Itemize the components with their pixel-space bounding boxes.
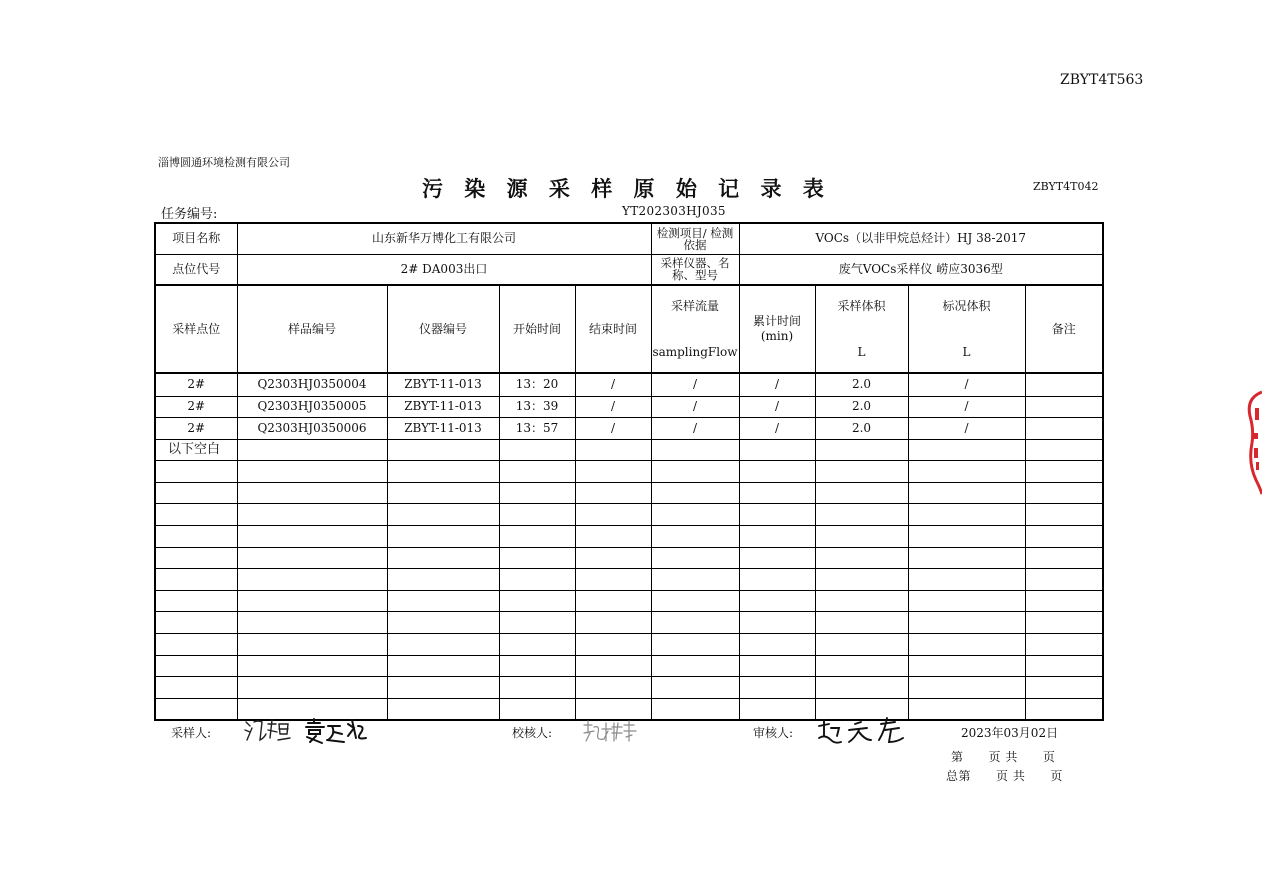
cell-end <box>575 612 651 634</box>
cell-start <box>499 569 575 591</box>
cell-remark <box>1025 504 1103 526</box>
cell-sample-no <box>237 547 387 569</box>
table-row <box>155 590 1103 612</box>
project-value: 山东新华万博化工有限公司 <box>237 223 651 254</box>
company-name: 淄博圆通环境检测有限公司 <box>158 156 290 169</box>
cell-std-volume <box>908 590 1025 612</box>
cell-device-no <box>387 655 499 677</box>
volume-label: 采样体积 <box>837 299 886 313</box>
cell-end <box>575 655 651 677</box>
cell-remark <box>1025 461 1103 483</box>
total-page-line: 总第 页 共 页 <box>946 769 1063 783</box>
cell-sample-no: Q2303HJ0350005 <box>237 396 387 418</box>
cell-duration <box>739 655 815 677</box>
cell-volume <box>815 526 908 548</box>
cell-end <box>575 677 651 699</box>
cell-std-volume <box>908 612 1025 634</box>
cell-point <box>155 698 237 720</box>
cell-duration <box>739 526 815 548</box>
cell-remark <box>1025 396 1103 418</box>
col-header-remark: 备注 <box>1025 285 1103 373</box>
cell-duration: / <box>739 373 815 396</box>
task-number-value: YT202303HJ035 <box>622 204 726 218</box>
cell-start <box>499 698 575 720</box>
cell-duration <box>739 504 815 526</box>
cell-volume: 2.0 <box>815 418 908 440</box>
cell-sample-no <box>237 655 387 677</box>
cell-start <box>499 612 575 634</box>
table-row <box>155 373 1103 396</box>
cell-point <box>155 612 237 634</box>
cell-point: 2# <box>155 373 237 396</box>
point-label: 点位代号 <box>155 254 237 285</box>
table-row <box>155 612 1103 634</box>
cell-sample-no <box>237 439 387 461</box>
cell-duration <box>739 547 815 569</box>
cell-device-no <box>387 504 499 526</box>
std-volume-unit: L <box>962 345 971 359</box>
cell-sample-no <box>237 569 387 591</box>
cell-flow <box>651 461 739 483</box>
cell-remark <box>1025 569 1103 591</box>
cell-std-volume <box>908 461 1025 483</box>
cell-std-volume <box>908 482 1025 504</box>
table-row <box>155 482 1103 504</box>
cell-std-volume <box>908 634 1025 656</box>
std-volume-label: 标况体积 <box>942 299 991 313</box>
cell-device-no: ZBYT-11-013 <box>387 418 499 440</box>
cell-flow <box>651 677 739 699</box>
cell-device-no: ZBYT-11-013 <box>387 373 499 396</box>
cell-std-volume <box>908 569 1025 591</box>
cell-duration: / <box>739 396 815 418</box>
cell-point: 2# <box>155 396 237 418</box>
cell-duration <box>739 634 815 656</box>
cell-point: 2# <box>155 418 237 440</box>
cell-volume: 2.0 <box>815 373 908 396</box>
cell-end <box>575 569 651 591</box>
document-code: ZBYT4T563 <box>1060 72 1144 88</box>
cell-device-no <box>387 612 499 634</box>
cell-std-volume <box>908 504 1025 526</box>
cell-remark <box>1025 526 1103 548</box>
form-title: 污 染 源 采 样 原 始 记 录 表 <box>422 176 831 201</box>
cell-device-no: ZBYT-11-013 <box>387 396 499 418</box>
table-row <box>155 418 1103 440</box>
cell-std-volume <box>908 439 1025 461</box>
cell-duration <box>739 590 815 612</box>
cell-duration <box>739 482 815 504</box>
cell-flow: / <box>651 418 739 440</box>
cell-point <box>155 634 237 656</box>
cell-start: 13：39 <box>499 396 575 418</box>
cell-volume <box>815 612 908 634</box>
cell-flow <box>651 526 739 548</box>
cell-point <box>155 590 237 612</box>
cell-remark <box>1025 590 1103 612</box>
cell-point <box>155 526 237 548</box>
cell-volume <box>815 547 908 569</box>
cell-flow: / <box>651 396 739 418</box>
table-row <box>155 677 1103 699</box>
column-header-row <box>155 285 1103 373</box>
cell-end <box>575 504 651 526</box>
cell-std-volume: / <box>908 373 1025 396</box>
cell-start <box>499 504 575 526</box>
cell-remark <box>1025 634 1103 656</box>
cell-sample-no <box>237 634 387 656</box>
info-row-project <box>155 223 1103 254</box>
cell-std-volume <box>908 677 1025 699</box>
cell-start <box>499 547 575 569</box>
checker-signature <box>582 719 638 745</box>
cell-remark <box>1025 547 1103 569</box>
cell-device-no <box>387 439 499 461</box>
reviewer-signature <box>815 716 907 748</box>
cell-volume <box>815 569 908 591</box>
cell-volume <box>815 461 908 483</box>
sampler-signature <box>244 716 369 746</box>
cell-point <box>155 482 237 504</box>
cell-sample-no <box>237 504 387 526</box>
sampler-label: 采样人: <box>171 726 212 740</box>
cell-end <box>575 439 651 461</box>
cell-flow <box>651 698 739 720</box>
cell-sample-no <box>237 590 387 612</box>
cell-std-volume <box>908 655 1025 677</box>
cell-point <box>155 677 237 699</box>
cell-end <box>575 482 651 504</box>
instrument-value: 废气VOCs采样仪 崂应3036型 <box>739 254 1103 285</box>
info-row-point <box>155 254 1103 285</box>
table-row <box>155 526 1103 548</box>
cell-volume <box>815 504 908 526</box>
form-code: ZBYT4T042 <box>1033 180 1099 193</box>
cell-remark <box>1025 418 1103 440</box>
test-item-value: VOCs（以非甲烷总烃计）HJ 38-2017 <box>739 223 1103 254</box>
cell-remark <box>1025 677 1103 699</box>
cell-volume <box>815 439 908 461</box>
checker-label: 校核人: <box>512 726 553 740</box>
cell-volume <box>815 655 908 677</box>
cell-device-no <box>387 482 499 504</box>
col-header-flow <box>651 285 739 373</box>
col-header-duration <box>739 285 815 373</box>
cell-device-no <box>387 461 499 483</box>
cell-start: 13：57 <box>499 418 575 440</box>
cell-end: / <box>575 418 651 440</box>
cell-sample-no <box>237 482 387 504</box>
sampling-record-table <box>154 222 1104 721</box>
cell-start <box>499 482 575 504</box>
cell-start: 13：20 <box>499 373 575 396</box>
cell-remark <box>1025 698 1103 720</box>
cell-flow <box>651 547 739 569</box>
cell-end: / <box>575 373 651 396</box>
cell-end <box>575 634 651 656</box>
cell-volume <box>815 482 908 504</box>
cell-start <box>499 634 575 656</box>
cell-volume <box>815 677 908 699</box>
col-header-point: 采样点位 <box>155 285 237 373</box>
cell-device-no <box>387 677 499 699</box>
flow-unit: samplingFlow <box>652 345 738 359</box>
cell-device-no <box>387 634 499 656</box>
cell-std-volume: / <box>908 418 1025 440</box>
cell-duration <box>739 698 815 720</box>
col-header-start: 开始时间 <box>499 285 575 373</box>
cell-start <box>499 439 575 461</box>
cell-point <box>155 461 237 483</box>
cell-duration <box>739 569 815 591</box>
flow-label: 采样流量 <box>670 299 719 313</box>
cell-end <box>575 526 651 548</box>
cell-point <box>155 547 237 569</box>
cell-duration <box>739 439 815 461</box>
col-header-end: 结束时间 <box>575 285 651 373</box>
point-value: 2# DA003出口 <box>237 254 651 285</box>
cell-end: / <box>575 396 651 418</box>
blank-note: 以下空白 <box>155 439 237 461</box>
cell-start <box>499 526 575 548</box>
cell-start <box>499 677 575 699</box>
project-label: 项目名称 <box>155 223 237 254</box>
cell-point <box>155 569 237 591</box>
cell-flow <box>651 482 739 504</box>
duration-label: 累计时间 <box>752 314 801 328</box>
cell-remark <box>1025 439 1103 461</box>
test-item-label: 检测项目/ 检测依据 <box>651 223 739 254</box>
cell-flow <box>651 612 739 634</box>
cell-volume: 2.0 <box>815 396 908 418</box>
table-row <box>155 655 1103 677</box>
table-row <box>155 634 1103 656</box>
instrument-label: 采样仪器、名称、型号 <box>651 254 739 285</box>
cell-sample-no <box>237 612 387 634</box>
cell-sample-no <box>237 526 387 548</box>
cell-sample-no <box>237 461 387 483</box>
cell-remark <box>1025 373 1103 396</box>
duration-unit: (min) <box>760 329 794 343</box>
task-number-label: 任务编号: <box>161 207 218 222</box>
cell-end <box>575 698 651 720</box>
cell-duration <box>739 461 815 483</box>
table-row <box>155 569 1103 591</box>
cell-volume <box>815 590 908 612</box>
cell-std-volume <box>908 526 1025 548</box>
cell-duration <box>739 612 815 634</box>
volume-unit: L <box>857 345 866 359</box>
cell-end <box>575 461 651 483</box>
cell-std-volume <box>908 547 1025 569</box>
cell-device-no <box>387 698 499 720</box>
cell-start <box>499 461 575 483</box>
cell-sample-no <box>237 677 387 699</box>
cell-std-volume <box>908 698 1025 720</box>
cell-flow <box>651 439 739 461</box>
cell-start <box>499 655 575 677</box>
cell-point <box>155 504 237 526</box>
official-seal-stamp <box>1238 388 1262 498</box>
cell-duration <box>739 677 815 699</box>
page-number-line: 第 页 共 页 <box>951 750 1056 764</box>
table-row <box>155 396 1103 418</box>
cell-std-volume: / <box>908 396 1025 418</box>
cell-flow <box>651 590 739 612</box>
cell-remark <box>1025 612 1103 634</box>
col-header-std-volume <box>908 285 1025 373</box>
cell-device-no <box>387 547 499 569</box>
cell-device-no <box>387 569 499 591</box>
cell-flow <box>651 504 739 526</box>
cell-flow <box>651 634 739 656</box>
cell-point <box>155 655 237 677</box>
table-row <box>155 439 1103 461</box>
cell-sample-no: Q2303HJ0350004 <box>237 373 387 396</box>
table-row <box>155 504 1103 526</box>
cell-duration: / <box>739 418 815 440</box>
col-header-device-no: 仪器编号 <box>387 285 499 373</box>
reviewer-label: 审核人: <box>753 726 794 740</box>
date-text: 2023年03月02日 <box>961 726 1059 740</box>
cell-flow: / <box>651 373 739 396</box>
cell-remark <box>1025 655 1103 677</box>
col-header-volume <box>815 285 908 373</box>
cell-end <box>575 547 651 569</box>
cell-volume <box>815 634 908 656</box>
cell-flow <box>651 569 739 591</box>
cell-start <box>499 590 575 612</box>
col-header-sample-no: 样品编号 <box>237 285 387 373</box>
cell-remark <box>1025 482 1103 504</box>
table-row <box>155 461 1103 483</box>
cell-flow <box>651 655 739 677</box>
cell-end <box>575 590 651 612</box>
cell-device-no <box>387 590 499 612</box>
cell-device-no <box>387 526 499 548</box>
table-row <box>155 547 1103 569</box>
cell-sample-no: Q2303HJ0350006 <box>237 418 387 440</box>
